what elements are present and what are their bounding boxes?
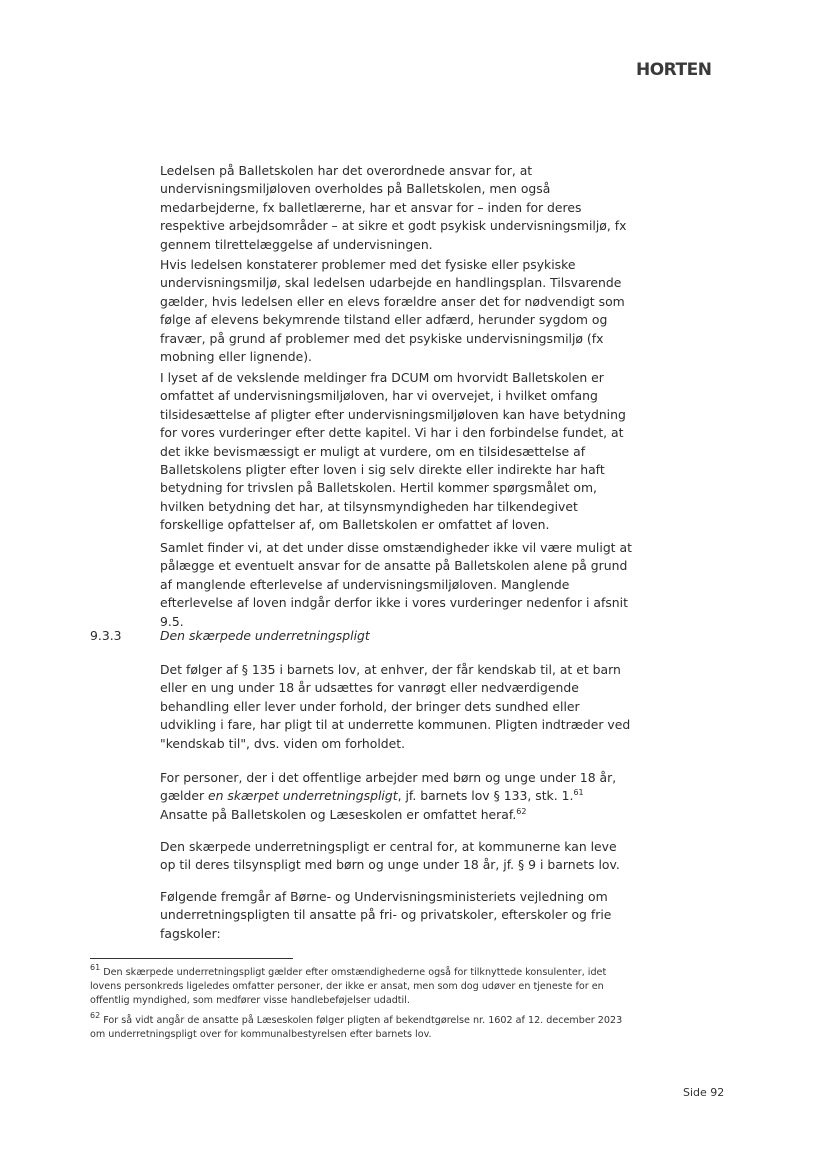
footnote-ref-62[interactable]: 62 — [516, 806, 527, 816]
paragraph-3: I lyset af de vekslende meldinger fra DCUM om hvorvidt Balletskolen er omfattet af undervisningsmiljøloven, har vi overvejet, i hvilket omfang tilsidesættelse af pligter efter undervisningsmiljøloven kan have betydning for vores vurderinger efter dette kapitel. Vi har i den forbindelse fundet, at det ikke bevismæssigt er muligt at vurdere, om en tilsidesættelse af Balletskolens pligter efter loven i sig selv direkte eller indirekte har haft betydning for trivslen på Balletskolen. Hertil kommer spørgsmålet om, hvilken betydning det har, at tilsynsmyndigheden har tilkendegivet forskellige opfattelser af, om Balletskolen er omfattet af loven. — [160, 370, 626, 533]
section-title: Den skærpede underretningspligt — [160, 628, 370, 643]
paragraph-6 — [160, 769, 632, 824]
paragraph-6-text-c: Ansatte på Balletskolen og Læseskolen er omfattet heraf. — [160, 806, 517, 822]
paragraph-5: Det følger af § 135 i barnets lov, at enhver, der får kendskab til, at et barn eller en ung under 18 år udsættes for vanrøgt eller nedværdigende behandling eller lever under forhold, der bringer dets sundhed eller udvikling i fare, har pligt til at underrette kommunen. Pligten indtræder ved "kendskab til", dvs. viden om forholdet. — [160, 662, 631, 751]
footnote-text: Den skærpede underretningspligt gælder efter omstændighederne også for tilknyttede konsulenter, idet lovens personkreds ligeledes omfatter personer, der ikke er ansat, men som dog udøver en tjeneste for en offentlig myndighed, som medfører visse handlebeføjelser udadtil. — [90, 967, 607, 1007]
horten-logo: HORTEN — [636, 60, 712, 80]
paragraph-6-emphasis: en skærpet underretningspligt — [208, 788, 398, 804]
footnote-mark: 61 — [90, 963, 101, 972]
footnote-mark: 62 — [90, 1011, 101, 1020]
section-number: 9.3.3 — [90, 628, 122, 643]
footnote-text: For så vidt angår de ansatte på Læseskolen følger pligten af bekendtgørelse nr. 1602 af 12. december 2023 om underretningspligt over for kommunalbestyrelsen efter barnets lov. — [90, 1015, 623, 1041]
paragraph-8: Følgende fremgår af Børne- og Undervisningsministeriets vejledning om underretningspligten til ansatte på fri- og privatskoler, efterskoler og frie fagskoler: — [160, 889, 612, 941]
paragraph-1: Ledelsen på Balletskolen har det overordnede ansvar for, at undervisningsmiljøloven overholdes på Balletskolen, men også medarbejderne, fx balletlærerne, har et ansvar for – inden for deres respektive arbejdsområder – at sikre et godt psykisk undervisningsmiljø, fx gennem tilrettelæggelse af undervisningen. — [160, 163, 627, 252]
footnote-61 — [90, 963, 635, 1009]
footnote-divider — [90, 958, 293, 959]
footnote-62 — [90, 1011, 635, 1042]
paragraph-4: Samlet finder vi, at det under disse omstændigheder ikke vil være muligt at pålægge et eventuelt ansvar for de ansatte på Balletskolen alene på grund af manglende efterlevelse af undervisningsmiljøloven. Manglende efterlevelse af loven indgår derfor ikke i vores vurderinger nedenfor i afsnit 9.5. — [160, 540, 632, 629]
page-number: Side 92 — [683, 1086, 725, 1099]
footnote-ref-61[interactable]: 61 — [573, 788, 584, 798]
paragraph-6-text-a: For personer, der i det offentlige arbejder med børn og unge under 18 år, gælder — [160, 770, 617, 804]
paragraph-7: Den skærpede underretningspligt er central for, at kommunerne kan leve op til deres tilsynspligt med børn og unge under 18 år, jf. § 9 i barnets lov. — [160, 839, 620, 873]
paragraph-6-text-b: , jf. barnets lov § 133, stk. 1. — [397, 788, 574, 804]
paragraph-2: Hvis ledelsen konstaterer problemer med det fysiske eller psykiske undervisningsmiljø, skal ledelsen udarbejde en handlingsplan. Tilsvarende gælder, hvis ledelsen eller en elevs forældre anser det for nødvendigt som følge af elevens bekymrende tilstand eller adfærd, herunder sygdom og fravær, på grund af problemer med det psykiske undervisningsmiljø (fx mobning eller lignende). — [160, 257, 625, 365]
